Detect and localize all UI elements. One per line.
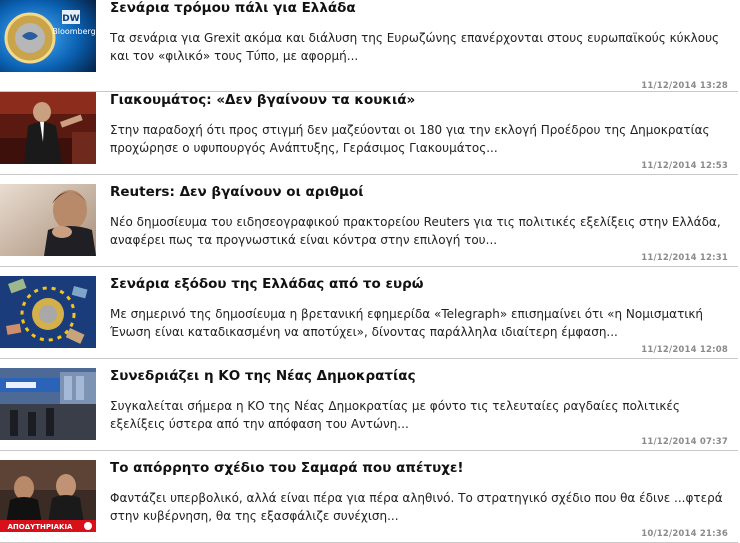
news-title[interactable]: Γιακουμάτος: «Δεν βγαίνουν τα κουκιά» <box>110 92 416 108</box>
news-item <box>0 175 738 267</box>
news-date: 11/12/2014 12:31 <box>641 253 728 263</box>
news-thumbnail[interactable] <box>0 276 96 348</box>
news-date: 11/12/2014 07:37 <box>641 437 728 447</box>
news-thumbnail[interactable] <box>0 184 96 256</box>
news-title[interactable]: Σενάρια τρόμου πάλι για Ελλάδα <box>110 0 356 16</box>
news-summary: Στην παραδοχή ότι προς στιγμή δεν μαζεύονται οι 180 για την εκλογή Προέδρου της Δημοκρατίας προχώρησε ο υφυπουργός Ανάπτυξης, Γεράσιμος Γιακουμάτος... <box>110 123 710 155</box>
news-summary: Τα σενάρια για Grexit ακόμα και διάλυση της Ευρωζώνης επανέρχονται στους ευρωπαϊκούς κύκλους και τον «φιλικό» τους Τύπο, με αφορμή... <box>110 31 720 63</box>
news-thumbnail[interactable] <box>0 460 96 532</box>
bloomberg-label: Bloomberg <box>52 27 96 36</box>
news-item <box>0 451 738 543</box>
news-thumbnail[interactable] <box>0 0 96 72</box>
news-title[interactable]: Το απόρρητο σχέδιο του Σαμαρά που απέτυχε! <box>110 460 464 476</box>
news-summary: Νέο δημοσίευμα του ειδησεογραφικού πρακτορείου Reuters για τις πολιτικές εξελίξεις στην Ελλάδα, αναφέρει πως τα προγνωστικά είναι κόντρα στην επιλογή του... <box>110 215 721 247</box>
news-item <box>0 267 738 359</box>
news-date: 11/12/2014 13:28 <box>641 81 728 91</box>
news-date: 10/12/2014 21:36 <box>641 529 728 539</box>
news-item <box>0 359 738 451</box>
news-summary: Με σημερινό της δημοσίευμα η βρετανική εφημερίδα «Telegraph» επισημαίνει ότι «η Νομισματική Ένωση είναι καταδικασμένη να αποτύχει», δίνοντας παράλληλα ιδιαίτερη έμφαση... <box>110 307 704 339</box>
news-summary: Φαντάζει υπερβολικό, αλλά είναι πέρα για πέρα αληθινό. Το στρατηγικό σχέδιο που θα έδινε ...φτερά στην κυβέρνηση, θα της εξασφάλιζε συνέχιση... <box>110 491 723 523</box>
news-summary: Συγκαλείται σήμερα η ΚΟ της Νέας Δημοκρατίας με φόντο τις τελευταίες ραγδαίες πολιτικές εξελίξεις ύστερα από την απόφαση του Αντώνη... <box>110 399 680 431</box>
news-date: 11/12/2014 12:08 <box>641 345 728 355</box>
thumbnail-caption: ΑΠΟΔΥΤΗΡΙΑΚΙΑ <box>7 523 73 531</box>
news-title[interactable]: Συνεδριάζει η ΚΟ της Νέας Δημοκρατίας <box>110 368 416 384</box>
dw-logo-text: DW <box>62 14 80 24</box>
news-title[interactable]: Reuters: Δεν βγαίνουν οι αριθμοί <box>110 184 364 200</box>
news-item <box>0 0 738 92</box>
news-thumbnail[interactable] <box>0 92 96 164</box>
news-date: 11/12/2014 12:53 <box>641 161 728 171</box>
news-thumbnail[interactable] <box>0 368 96 440</box>
news-title[interactable]: Σενάρια εξόδου της Ελλάδας από το ευρώ <box>110 276 424 292</box>
news-item <box>0 83 738 175</box>
